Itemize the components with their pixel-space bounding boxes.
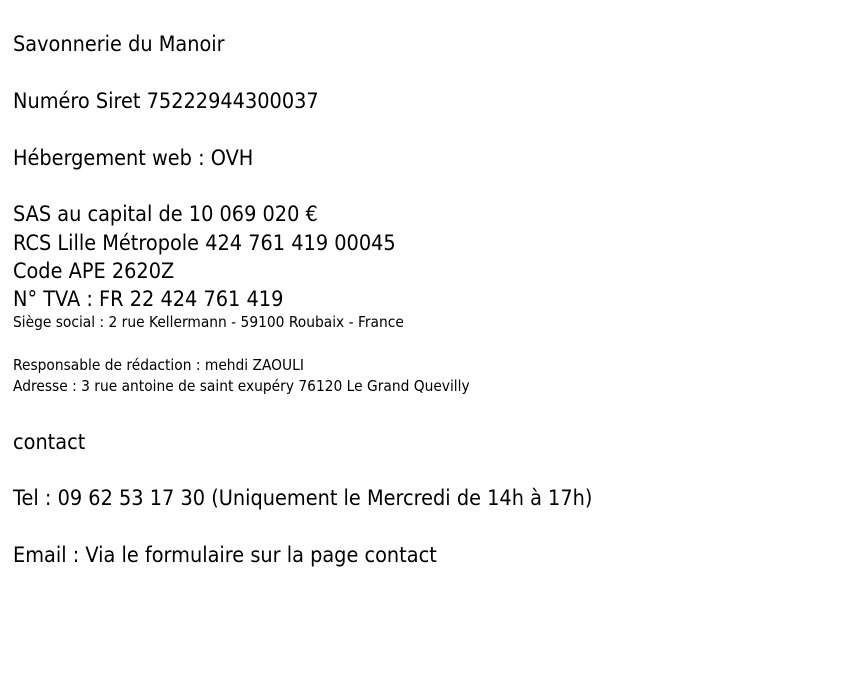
ape-code: Code APE 2620Z xyxy=(13,259,175,283)
share-capital: SAS au capital de 10 069 020 € xyxy=(13,202,318,226)
web-hosting: Hébergement web : OVH xyxy=(13,146,254,170)
vat-number: N° TVA : FR 22 424 761 419 xyxy=(13,287,284,311)
rcs-registration: RCS Lille Métropole 424 761 419 00045 xyxy=(13,231,396,255)
headquarters-address: Siège social : 2 rue Kellermann - 59100 Roubaix - France xyxy=(13,313,404,331)
contact-heading: contact xyxy=(13,430,86,454)
editorial-address: Adresse : 3 rue antoine de saint exupéry 76120 Le Grand Quevilly xyxy=(13,377,470,395)
contact-phone: Tel : 09 62 53 17 30 (Uniquement le Mercredi de 14h à 17h) xyxy=(13,486,593,510)
editorial-responsible: Responsable de rédaction : mehdi ZAOULI xyxy=(13,356,304,374)
company-name: Savonnerie du Manoir xyxy=(13,32,225,56)
contact-email: Email : Via le formulaire sur la page contact xyxy=(13,543,437,567)
siret-number: Numéro Siret 75222944300037 xyxy=(13,89,319,113)
